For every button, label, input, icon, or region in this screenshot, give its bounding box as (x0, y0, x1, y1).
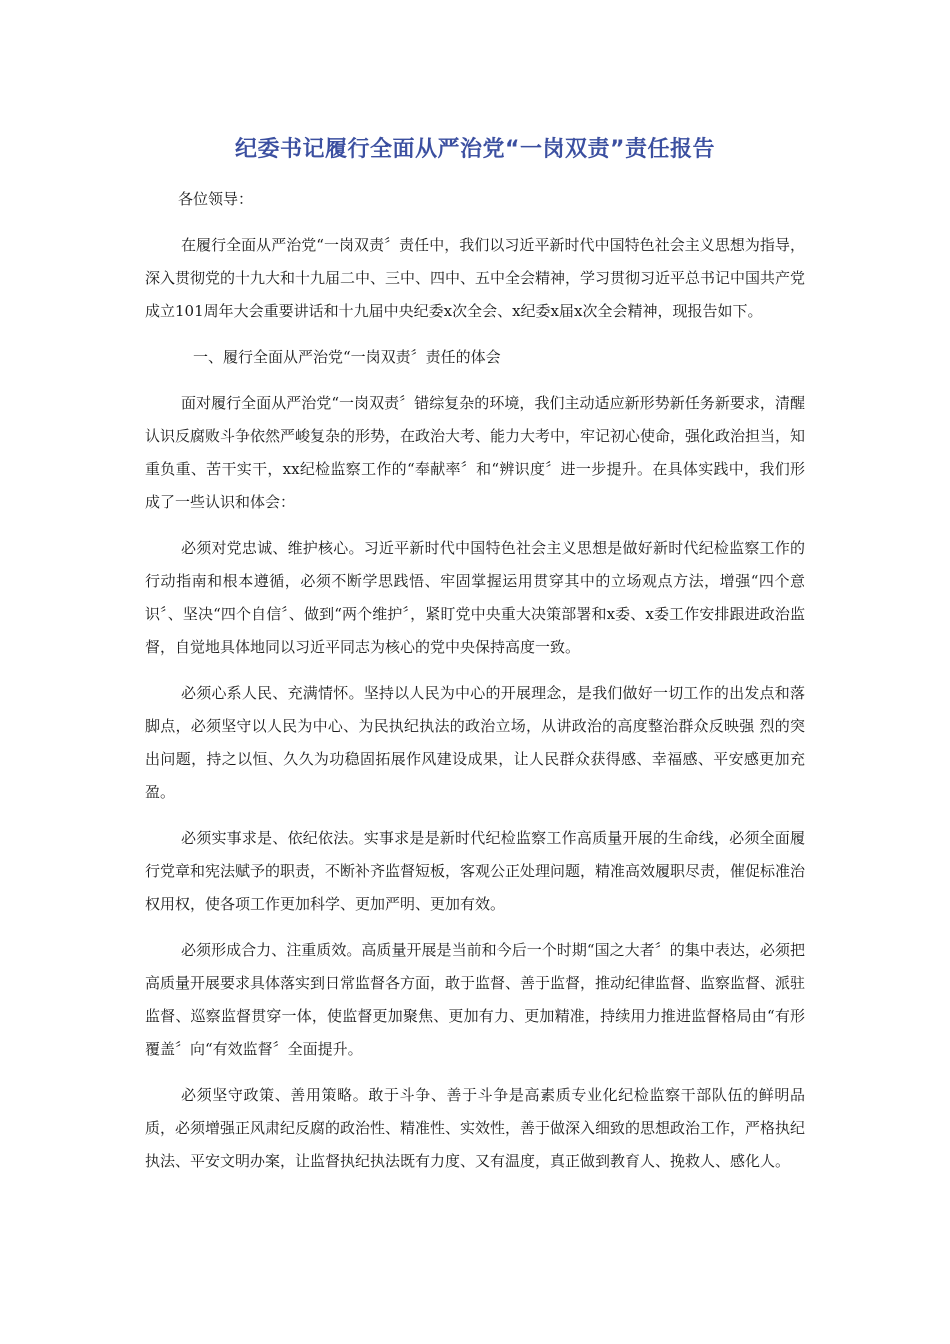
document-body (145, 229, 805, 1191)
body-paragraph: 面对履行全面从严治党“一岗双责〞错综复杂的环境，我们主动适应新形势新任务新要求，清醒认识反腐败斗争依然严峻复杂的形势，在政治大考、能力大考中，牢记初心使命，强化政治担当，知重负重、苦干实干，xx纪检监察工作的“奉献率〞和“辨识度〞进一步提升。在具体实践中，我们形成了一些认识和体会： (145, 394, 806, 511)
body-paragraph: 必须形成合力、注重质效。高质量开展是当前和今后一个时期“国之大者〞的集中表达，必须把高质量开展要求具体落实到日常监督各方面，敢于监督、善于监督，推动纪律监督、监察监督、派驻监督、巡察监督贯穿一体，使监督更加聚焦、更加有力、更加精准，持续用力推进监督格局由“有形覆盖〞向“有效监督〞全面提升。 (145, 941, 806, 1058)
body-paragraph: 必须对党忠诚、维护核心。习近平新时代中国特色社会主义思想是做好新时代纪检监察工作的行动指南和根本遵循，必须不断学思践悟、牢固掌握运用贯穿其中的立场观点方法，增强“四个意识〞、坚决“四个自信〞、做到“两个维护〞，紧盯党中央重大决策部署和x委、x委工作安排跟进政治监督，自觉地具体地同以习近平同志为核心的党中央保持高度一致。 (145, 539, 805, 656)
body-paragraph: 必须心系人民、充满情怀。坚持以人民为中心的开展理念，是我们做好一切工作的出发点和落脚点，必须坚守以人民为中心、为民执纪执法的政治立场，从讲政治的高度整治群众反映强 烈的突出问题，持之以恒、久久为功稳固拓展作风建设成果，让人民群众获得感、幸福感、平安感更加充盈。 (145, 684, 805, 801)
section-heading: 一、履行全面从严治党“一岗双责〞责任的体会 (193, 348, 501, 366)
body-paragraph: 必须实事求是、依纪依法。实事求是是新时代纪检监察工作高质量开展的生命线，必须全面履行党章和宪法赋予的职责，不断补齐监督短板，客观公正处理问题，精准高效履职尽责，催促标准治权用权，使各项工作更加科学、更加严明、更加有效。 (145, 829, 806, 913)
document-title: 纪委书记履行全面从严治党“一岗双责”责任报告 (235, 137, 715, 162)
salutation: 各位领导： (178, 190, 254, 208)
body-paragraph: 必须坚守政策、善用策略。敢于斗争、善于斗争是高素质专业化纪检监察干部队伍的鲜明品质，必须增强正风肃纪反腐的政治性、精准性、实效性，善于做深入细致的思想政治工作，严格执纪执法、平安文明办案，让监督执纪执法既有力度、又有温度，真正做到教育人、挽救人、感化人。 (145, 1086, 806, 1170)
intro-paragraph: 在履行全面从严治党“一岗双责〞责任中，我们以习近平新时代中国特色社会主义思想为指导，深入贯彻党的十九大和十九届二中、三中、四中、五中全会精神，学习贯彻习近平总书记中国共产党成立101周年大会重要讲话和十九届中央纪委x次全会、x纪委x届x次全会精神，现报告如下。 (145, 236, 806, 320)
